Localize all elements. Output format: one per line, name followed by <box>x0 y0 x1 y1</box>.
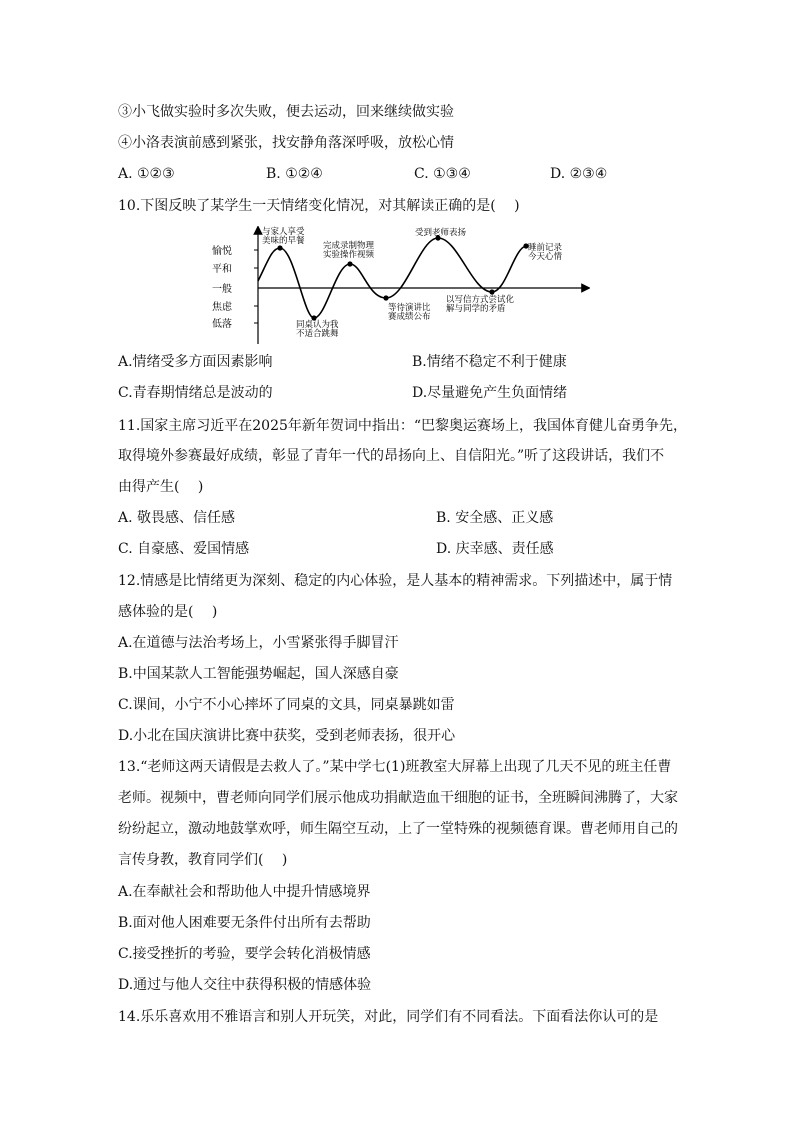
q13-stem-line-2: 老师。视频中，曹老师向同学们展示他成功捐献造血干细胞的证书，全班瞬间沸腾了，大家 <box>118 790 678 806</box>
annotation-praise: 受到老师表扬 <box>415 228 467 238</box>
q11-option-a[interactable]: A. 敬畏感、信任感 <box>118 510 236 526</box>
q12-option-d[interactable]: D.小北在国庆演讲比赛中获奖，受到老师表扬，很开心 <box>118 728 456 744</box>
annotation-speech-2: 赛成绩公布 <box>388 312 431 322</box>
q9-option-b[interactable]: B. ①②④ <box>266 166 323 182</box>
q9-item-3: ③小飞做实验时多次失败，便去运动，回来继续做实验 <box>118 104 454 120</box>
q13-stem-line-3: 纷纷起立，激动地鼓掌欢呼，师生隔空互动，上了一堂特殊的视频德育课。曹老师用自己的 <box>118 821 678 837</box>
level-label-4: 焦虑 <box>212 302 232 313</box>
q10-option-a[interactable]: A.情绪受多方面因素影响 <box>118 354 273 370</box>
annotation-dance-1: 同桌认为我 <box>296 320 339 330</box>
q11-option-c[interactable]: C. 自豪感、爱国情感 <box>118 541 250 557</box>
level-label-3: 一般 <box>212 284 232 295</box>
annotation-breakfast-2: 美味的早餐 <box>262 236 305 246</box>
q10-option-d[interactable]: D.尽量避免产生负面情绪 <box>412 385 568 401</box>
q13-option-d[interactable]: D.通过与他人交往中获得积极的情感体验 <box>118 977 372 993</box>
annotation-speech-1: 等待演讲比 <box>388 303 431 313</box>
point-letter <box>489 289 494 294</box>
q12-option-a[interactable]: A.在道德与法治考场上，小雪紧张得手脚冒汗 <box>118 635 399 651</box>
level-label-2: 平和 <box>212 264 232 275</box>
emotion-curve-figure <box>210 226 590 346</box>
level-label-1: 愉悦 <box>212 246 232 257</box>
q10-stem: 10.下图反映了某学生一天情绪变化情况，对其解读正确的是( ) <box>118 198 520 214</box>
q9-option-c[interactable]: C. ①③④ <box>414 166 471 182</box>
q13-option-c[interactable]: C.接受挫折的考验，要学会转化消极情感 <box>118 946 371 962</box>
q9-option-d[interactable]: D. ②③④ <box>550 166 608 182</box>
q13-stem-line-4: 言传身教，教育同学们( ) <box>118 852 288 868</box>
q12-option-c[interactable]: C.课间，小宁不小心摔坏了同桌的文具，同桌暴跳如雷 <box>118 697 455 713</box>
annotation-diary-2: 今天心情 <box>528 252 563 262</box>
point-breakfast <box>277 245 282 250</box>
q11-option-b[interactable]: B. 安全感、正义感 <box>436 510 554 526</box>
annotation-diary-1: 睡前记录 <box>528 243 563 253</box>
q12-stem-line-1: 12.情感是比情绪更为深刻、稳定的内心体验，是人基本的精神需求。下列描述中，属于情 <box>118 573 673 589</box>
annotation-breakfast-1: 与家人享受 <box>262 227 305 237</box>
q9-item-4: ④小洛表演前感到紧张，找安静角落深呼吸，放松心情 <box>118 135 454 151</box>
point-speech <box>383 295 388 300</box>
q11-stem-line-3: 由得产生( ) <box>118 479 204 495</box>
q13-stem-line-1: 13.“老师这两天请假是去救人了。”某中学七(1)班教室大屏幕上出现了几天不见的班主任曹 <box>118 759 672 775</box>
q11-stem-line-1: 11.国家主席习近平在2025年新年贺词中指出：“巴黎奥运赛场上，我国体育健儿奋勇争先， <box>118 418 688 434</box>
annotation-video-2: 实验操作视频 <box>323 250 375 260</box>
q11-option-d[interactable]: D. 庆幸感、责任感 <box>436 541 554 557</box>
annotation-dance-2: 不适合跳舞 <box>296 329 339 339</box>
q12-option-b[interactable]: B.中国某款人工智能强势崛起，国人深感自豪 <box>118 666 399 682</box>
q14-stem-line-1: 14.乐乐喜欢用不雅语言和别人开玩笑，对此，同学们有不同看法。下面看法你认可的是 <box>118 1009 659 1025</box>
annotation-video-1: 完成录制物理 <box>323 241 375 251</box>
level-label-5: 低落 <box>212 319 232 330</box>
q12-stem-line-2: 感体验的是( ) <box>118 604 218 620</box>
annotation-letter-2: 解与同学的矛盾 <box>446 304 506 314</box>
point-video <box>347 261 352 266</box>
q13-option-b[interactable]: B.面对他人困难要无条件付出所有去帮助 <box>118 915 371 931</box>
q13-option-a[interactable]: A.在奉献社会和帮助他人中提升情感境界 <box>118 884 371 900</box>
q9-option-a[interactable]: A. ①②③ <box>118 166 175 182</box>
q11-stem-line-2: 取得境外参赛最好成绩，彰显了青年一代的昂扬向上、自信阳光。”听了这段讲话，我们不 <box>118 448 665 464</box>
q10-option-b[interactable]: B.情绪不稳定不利于健康 <box>412 354 567 370</box>
q10-option-c[interactable]: C.青春期情绪总是波动的 <box>118 385 273 401</box>
annotation-letter-1: 以写信方式尝试化 <box>446 295 515 305</box>
